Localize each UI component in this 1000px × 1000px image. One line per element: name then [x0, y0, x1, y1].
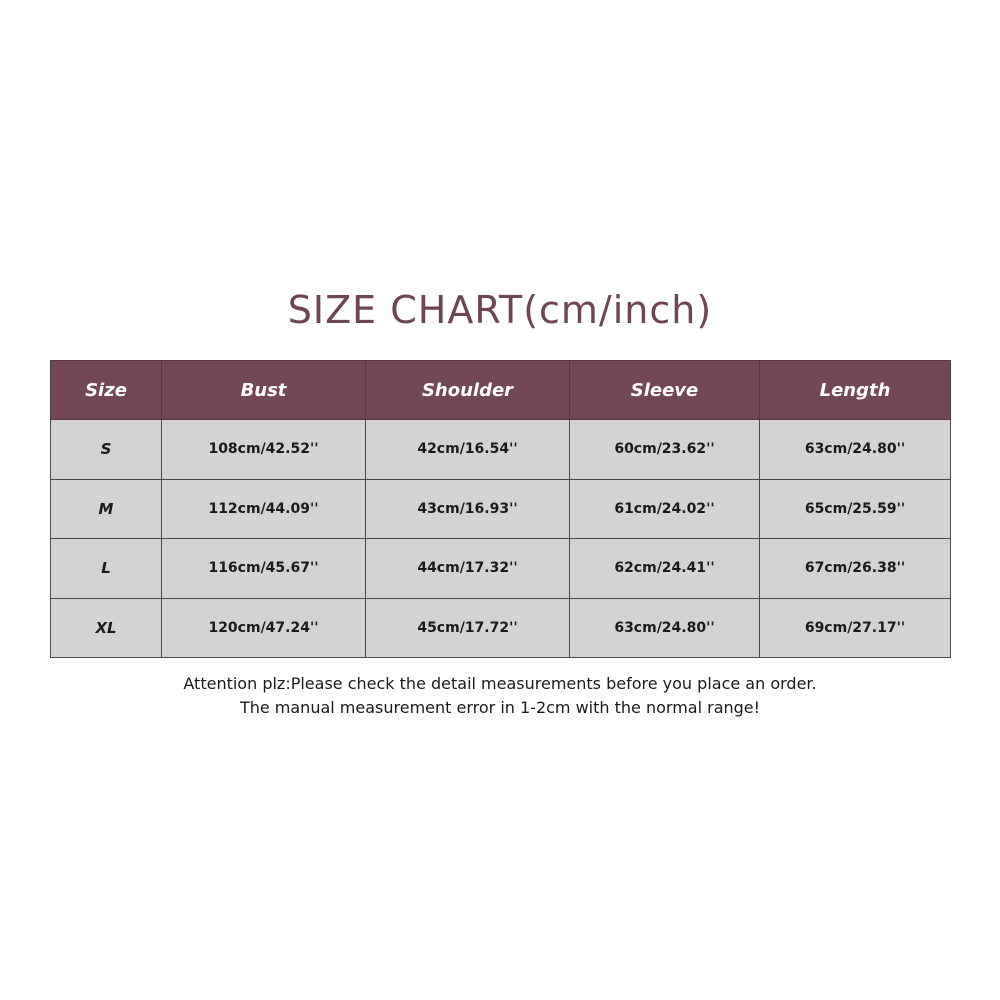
shoulder-cell: 42cm/16.54''	[366, 420, 570, 480]
length-cell: 67cm/26.38''	[760, 539, 951, 599]
size-chart-table	[50, 360, 951, 658]
table-header-row	[51, 361, 951, 420]
attention-note-line-2: The manual measurement error in 1-2cm with the normal range!	[239, 698, 761, 717]
header-bust: Bust	[162, 361, 366, 420]
table-row	[51, 598, 951, 658]
sleeve-cell: 60cm/23.62''	[570, 420, 760, 480]
bust-cell: 116cm/45.67''	[162, 539, 366, 599]
table-row	[51, 479, 951, 539]
table-row	[51, 420, 951, 480]
sleeve-cell: 61cm/24.02''	[570, 479, 760, 539]
bust-cell: 120cm/47.24''	[162, 598, 366, 658]
size-cell: S	[51, 420, 162, 480]
length-cell: 63cm/24.80''	[760, 420, 951, 480]
attention-note-line-1: Attention plz:Please check the detail measurements before you place an order.	[183, 674, 817, 693]
header-length: Length	[760, 361, 951, 420]
header-shoulder: Shoulder	[366, 361, 570, 420]
header-sleeve: Sleeve	[570, 361, 760, 420]
size-cell: L	[51, 539, 162, 599]
header-size: Size	[51, 361, 162, 420]
page-title: SIZE CHART(cm/inch)	[287, 288, 713, 332]
size-cell: M	[51, 479, 162, 539]
table-row	[51, 539, 951, 599]
length-cell: 69cm/27.17''	[760, 598, 951, 658]
bust-cell: 112cm/44.09''	[162, 479, 366, 539]
shoulder-cell: 45cm/17.72''	[366, 598, 570, 658]
sleeve-cell: 62cm/24.41''	[570, 539, 760, 599]
shoulder-cell: 44cm/17.32''	[366, 539, 570, 599]
attention-notes	[0, 672, 1000, 720]
shoulder-cell: 43cm/16.93''	[366, 479, 570, 539]
bust-cell: 108cm/42.52''	[162, 420, 366, 480]
sleeve-cell: 63cm/24.80''	[570, 598, 760, 658]
size-cell: XL	[51, 598, 162, 658]
length-cell: 65cm/25.59''	[760, 479, 951, 539]
